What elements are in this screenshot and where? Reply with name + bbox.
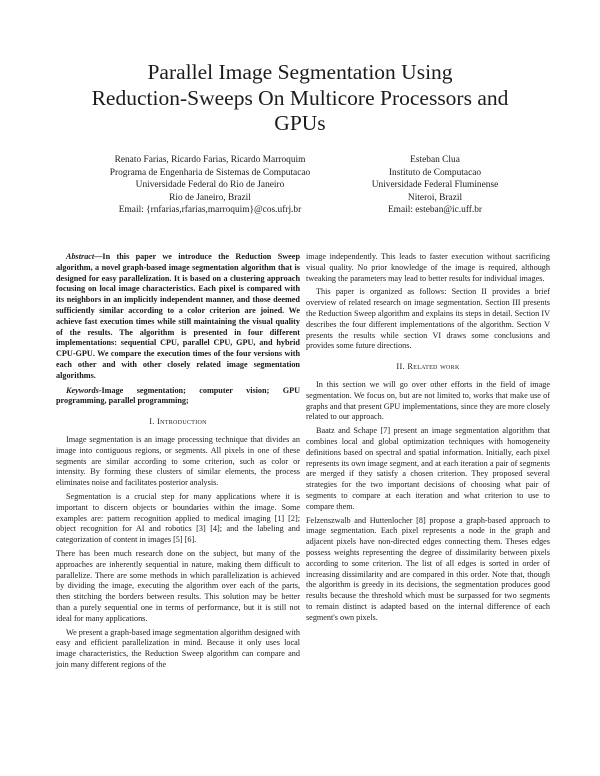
author-program: Programa de Engenharia de Sistemas de Computacao — [109, 167, 311, 178]
section-heading-introduction: I. Introduction — [149, 417, 207, 427]
author-institution: Universidade Federal do Rio de Janeiro — [135, 180, 285, 191]
author-location: Rio de Janeiro, Brazil — [169, 192, 251, 203]
title-line-1: Parallel Image Segmentation Using — [147, 60, 453, 84]
title-line-2: Reduction-Sweeps On Multicore Processors and — [91, 85, 509, 110]
keywords — [56, 386, 300, 408]
author-names: Renato Farias, Ricardo Farias, Ricardo Marroquim — [114, 155, 306, 165]
related-paragraph-2: Baatz and Schape [7] present an image segmentation algorithm that combines local and global optimization techniques with homogeneity definitions based on spectral and spatial information. Initially, each pixel represents its own image segment, and at each iteration a pair of segments are merged if they satisfy a chosen criterion. They proposed several strategies for the two important decisions of choosing what pair of segments to compare at each iteration and what criterion to use to compare them. — [306, 426, 550, 511]
keywords-label: Keywords — [66, 385, 99, 395]
author-program: Instituto de Computacao — [388, 167, 482, 178]
keywords-text: -Image segmentation; computer vision; GPU programming, parallel programming; — [56, 385, 300, 406]
intro-paragraph-3: There has been much research done on the subject, but many of the approaches are inherently sequential in nature, making them difficult to parallelize. There are some methods in which parallelization is achieved by dividing the image, executing the algorithm over each of the parts, then stitching the borders between results. This solution may be better than a purely sequential one in terms of performance, but it is still not ideal for many applications. — [56, 548, 300, 623]
author-institution: Universidade Federal Fluminense — [371, 180, 499, 191]
section-heading-related-work: II. Related work — [396, 362, 460, 372]
paper-title — [40, 60, 560, 137]
right-column — [306, 252, 550, 627]
intro-paragraph-2: Segmentation is a crucial step for many applications where it is important to discern objects or boundaries within the image. Some examples are: pattern recognition applied to medical imaging [1] [2]; object recognition for AI and robotics [3] [4]; and the labeling and categorization of content in images [5] [6]. — [56, 491, 300, 545]
intro-paragraph-6: This paper is organized as follows: Section II provides a brief overview of related research on image segmentation. Section III presents the Reduction Sweep algorithm and explains its steps in detail. Section IV describes the four different implementations of the algorithm. Section V presents the results while section VI draws some conclusions and provides some future directions. — [306, 287, 550, 351]
abstract-text: —In this paper we introduce the Reduction Sweep algorithm, a novel graph-based image segmentation algorithm that is designed for easy parallelization. It is based on a clustering approach focusing on local image characteristics. Each pixel is compared with its neighbors in an implicitly independent manner, and those deemed sufficiently similar according to a color criterion are joined. We achieve fast execution times while still maintaining the visual quality of the results. The algorithm is presented in four different implementations: sequential CPU, parallel CPU, GPU, and hybrid CPU-GPU. We compare the execution times of the four versions with each other and with other closely related image segmentation algorithms. — [56, 252, 300, 380]
abstract — [56, 252, 300, 382]
author-email: Email: {rnfarias,rfarias,marroquim}@cos.ufrj.br — [118, 205, 302, 216]
abstract-label: Abstract — [66, 252, 95, 261]
author-names: Esteban Clua — [410, 155, 460, 165]
title-line-3: GPUs — [274, 111, 326, 135]
intro-paragraph-4: We present a graph-based image segmentation algorithm designed with easy and efficient parallelization in mind. Because it only uses local image characteristics, the Reduction Sweep algorithm can compare and join many different regions of the — [56, 627, 300, 669]
author-block-1 — [90, 154, 330, 217]
intro-paragraph-1: Image segmentation is an image processing technique that divides an image into contiguous regions, or segments. All pixels in one of these segments are similar according to some criterion, such as color or intensity. By forming these clusters of similar elements, the process eliminates noise and facilitates posterior analysis. — [56, 434, 300, 488]
intro-paragraph-5: image independently. This leads to faster execution without sacrificing visual quality. No prior knowledge of the image is required, although tweaking the parameters may lead to better results for individual images. — [306, 252, 550, 283]
author-location: Niteroi, Brazil — [407, 192, 463, 203]
author-block-2 — [350, 154, 520, 217]
left-column — [56, 252, 300, 674]
author-email: Email: esteban@ic.uff.br — [387, 205, 483, 216]
related-paragraph-3: Felzenszwalb and Huttenlocher [8] propose a graph-based approach to image segmentation. Each pixel represents a node in the graph and adjacent pixels have non-directed edges connecting them. Theses edges possess weights representing the degree of dissimilarity between pixels according to some criterion. The list of all edges is sorted in order of increasing dissimilarity and are compared in this order. Note that, though the algorithm is greedy in its decisions, the segmentation produces good results because the threshold which must be surpassed for two segments to remain distinct is adapted based on the internal difference of each segment's own pixels. — [306, 515, 550, 622]
related-paragraph-1: In this section we will go over other efforts in the field of image segmentation. We focus on, but are not limited to, works that make use of graphs and that present GPU implementations, since they are more closely related to our approach. — [306, 379, 550, 422]
